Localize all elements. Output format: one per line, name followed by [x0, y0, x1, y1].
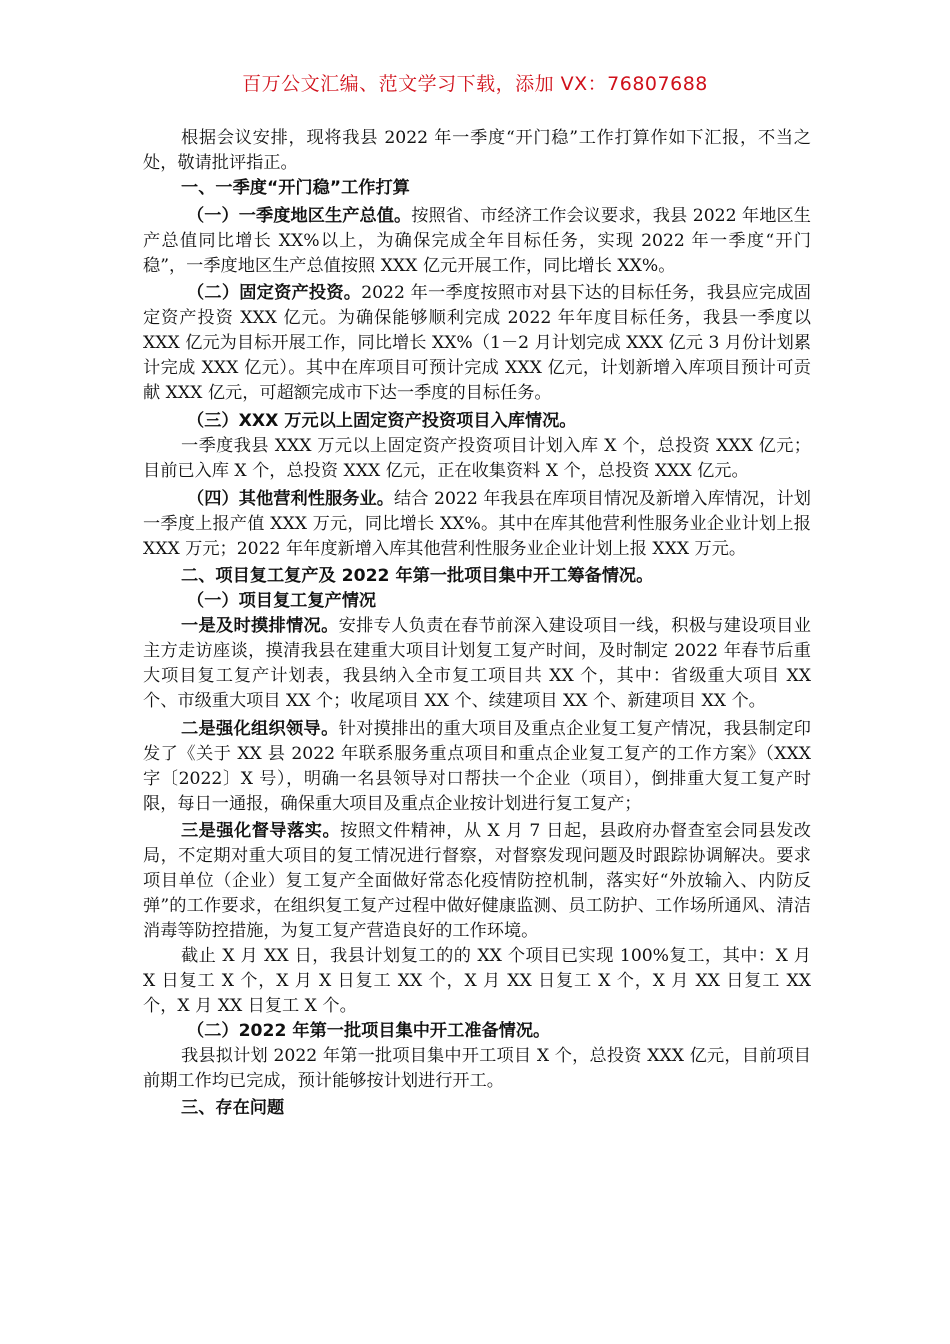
- item-title: （四）其他营利性服务业。: [187, 488, 395, 509]
- item-body: 2022 年一季度按照市对县下达的目标任务，我县应完成固定资产投资 XXX 亿元。为确保能够顺利完成 2022 年年度目标任务，我县一季度以 XXX 亿元为目标开展工作，同比增长 XX%（1－2 月计划完成 XXX 亿元 3 月份计划累计完成 XXX 亿元）。其中在库项目可预计完成 XXX 亿元，计划新增入库项目预计可贡献 XXX 亿元，可超额完成市下达一季度的目标任务。: [143, 283, 811, 404]
- item-title: （二）固定资产投资。: [187, 283, 362, 304]
- item-title: （一）一季度地区生产总值。: [187, 205, 412, 226]
- section-2-sub-2: （二）2022 年第一批项目集中开工准备情况。: [187, 1020, 551, 1041]
- section-2-item-2: [143, 717, 811, 817]
- section-1-item-2: [143, 281, 811, 406]
- document-body: [143, 126, 811, 1121]
- item-title: （三）XXX 万元以上固定资产投资项目入库情况。: [187, 410, 577, 431]
- item-body: 安排专人负责在春节前深入建设项目一线，积极与建设项目业主方走访座谈，摸清我县在建重大项目计划复工复产时间，及时制定 2022 年春节后重大项目复工复产计划表，我县纳入全市复工项目共 XX 个，其中：省级重大项目 XX 个、市级重大项目 XX 个；收尾项目 XX 个、续建项目 XX 个、新建项目 XX 个。: [143, 616, 811, 711]
- section-2-item-1: [143, 614, 811, 714]
- item-body: 结合 2022 年我县在库项目情况及新增入库情况，计划一季度上报产值 XXX 万元，同比增长 XX%。其中在库其他营利性服务业企业计划上报 XXX 万元；2022 年年度新增入库其他营利性服务业企业计划上报 XXX 万元。: [143, 488, 811, 559]
- section-1-item-3-title: [143, 409, 811, 434]
- section-1-item-1: [143, 204, 811, 279]
- section-1-heading: 一、一季度“开门稳”工作打算: [181, 177, 410, 198]
- section-2-item-3: [143, 819, 811, 944]
- item-title: 三是强化督导落实。: [181, 821, 341, 842]
- section-1-item-3-body: 一季度我县 XXX 万元以上固定资产投资项目计划入库 X 个，总投资 XXX 亿元；目前已入库 X 个，总投资 XXX 亿元，正在收集资料 X 个，总投资 XXX 亿元。: [143, 435, 811, 481]
- section-2-summary: 截止 X 月 XX 日，我县计划复工的的 XX 个项目已实现 100%复工，其中：X 月 X 日复工 X 个，X 月 X 日复工 XX 个，X 月 XX 日复工 X 个，X 月 XX 日复工 XX 个，X 月 XX 日复工 X 个。: [143, 946, 811, 1016]
- section-2-sub-2-body: 我县拟计划 2022 年第一批项目集中开工项目 X 个，总投资 XXX 亿元，目前项目前期工作均已完成，预计能够按计划进行开工。: [143, 1045, 811, 1091]
- section-2-sub-1: （一）项目复工复产情况: [187, 591, 377, 612]
- watermark-banner: 百万公文汇编、范文学习下载，添加 VX：76807688: [242, 73, 708, 95]
- item-title: 二是强化组织领导。: [181, 718, 339, 739]
- item-body: 按照省、市经济工作会议要求，我县 2022 年地区生产总值同比增长 XX%以上，为确保完成全年目标任务，实现 2022 年一季度“开门稳”，一季度地区生产总值按照 XXX 亿元开展工作，同比增长 XX%。: [143, 205, 811, 276]
- section-1-item-4: [143, 487, 811, 562]
- item-body: 按照文件精神，从 X 月 7 日起，县政府办督查室会同县发改局，不定期对重大项目的复工情况进行督察，对督察发现问题及时跟踪协调解决。要求项目单位（企业）复工复产全面做好常态化疫情防控机制，落实好“外放输入、内防反弹”的工作要求，在组织复工复产过程中做好健康监测、员工防护、工作场所通风、清洁消毒等防控措施，为复工复产营造良好的工作环境。: [143, 821, 811, 942]
- section-2-heading: 二、项目复工复产及 2022 年第一批项目集中开工筹备情况。: [181, 566, 654, 587]
- section-3-heading: 三、存在问题: [181, 1098, 285, 1119]
- item-title: 一是及时摸排情况。: [181, 616, 339, 637]
- item-body: 针对摸排出的重大项目及重点企业复工复产情况，我县制定印发了《关于 XX 县 2022 年联系服务重点项目和重点企业复工复产的工作方案》（XXX 字〔2022〕X 号），明确一名县领导对口帮扶一个企业（项目），倒排重大复工复产时限，每日一通报，确保重大项目及重点企业按计划进行复工复产；: [143, 718, 811, 814]
- intro-paragraph: 根据会议安排，现将我县 2022 年一季度“开门稳”工作打算作如下汇报，不当之处，敬请批评指正。: [143, 128, 811, 173]
